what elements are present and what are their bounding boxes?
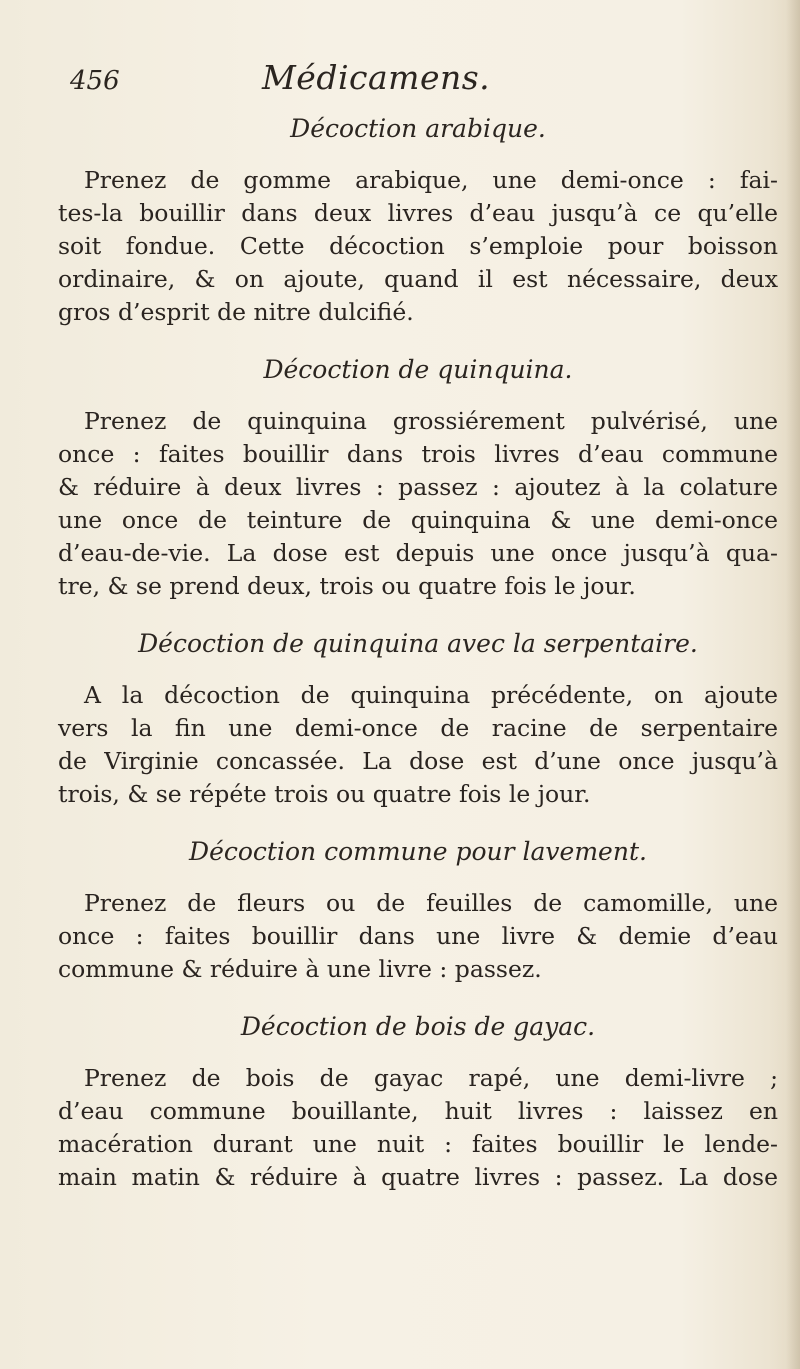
text-line: d’eau commune bouillante, huit livres : laissez en (58, 1097, 778, 1125)
section-decoction-lavement (58, 835, 778, 986)
text-line: une once de teinture de quinquina & une demi-once (58, 506, 778, 534)
text-line: main matin & réduire à quatre livres : passez. La dose (58, 1163, 778, 1191)
section-title: Décoction de bois de gayac. (240, 1012, 596, 1041)
section-title: Décoction de quinquina. (263, 355, 573, 384)
text-line: commune & réduire à une livre : passez. (58, 955, 542, 983)
page-content (58, 112, 778, 1218)
section-decoction-gayac (58, 1010, 778, 1194)
section-title: Décoction commune pour lavement. (189, 837, 647, 866)
section-paragraph (58, 405, 778, 603)
text-line: d’eau-de-vie. La dose est depuis une once jusqu’à qua- (58, 539, 778, 567)
text-line: Prenez de gomme arabique, une demi-once : fai- (84, 166, 778, 194)
section-decoction-quinquina (58, 353, 778, 603)
text-line: tes-la bouillir dans deux livres d’eau jusqu’à ce qu’elle (58, 199, 778, 227)
text-line: soit fondue. Cette décoction s’emploie pour boisson (58, 232, 778, 260)
section-title: Décoction arabique. (290, 114, 546, 143)
text-line: Prenez de bois de gayac rapé, une demi-livre ; (84, 1064, 778, 1092)
section-paragraph (58, 679, 778, 811)
text-line: once : faites bouillir dans une livre & demie d’eau (58, 922, 778, 950)
page-header (0, 58, 800, 108)
section-title: Décoction de quinquina avec la serpentaire. (138, 629, 698, 658)
text-line: once : faites bouillir dans trois livres d’eau commune (58, 440, 778, 468)
running-title: Médicamens. (262, 58, 491, 97)
section-decoction-quinquina-serpentaire (58, 627, 778, 811)
section-paragraph (58, 1062, 778, 1194)
text-line: macération durant une nuit : faites bouillir le lende- (58, 1130, 778, 1158)
text-line: de Virginie concassée. La dose est d’une once jusqu’à (58, 747, 778, 775)
page-edge-shadow (786, 0, 800, 1369)
text-line: Prenez de fleurs ou de feuilles de camomille, une (84, 889, 778, 917)
text-line: trois, & se répéte trois ou quatre fois le jour. (58, 780, 591, 808)
page-number: 456 (70, 66, 120, 96)
section-paragraph (58, 164, 778, 329)
text-line: vers la fin une demi-once de racine de serpentaire (58, 714, 778, 742)
section-paragraph (58, 887, 778, 986)
text-line: A la décoction de quinquina précédente, on ajoute (84, 681, 778, 709)
text-line: & réduire à deux livres : passez : ajoutez à la colature (58, 473, 778, 501)
text-line: ordinaire, & on ajoute, quand il est nécessaire, deux (58, 265, 778, 293)
text-line: Prenez de quinquina grossiérement pulvérisé, une (84, 407, 778, 435)
text-line: gros d’esprit de nitre dulcifié. (58, 298, 414, 326)
section-decoction-arabique (58, 112, 778, 329)
text-line: tre, & se prend deux, trois ou quatre fois le jour. (58, 572, 636, 600)
